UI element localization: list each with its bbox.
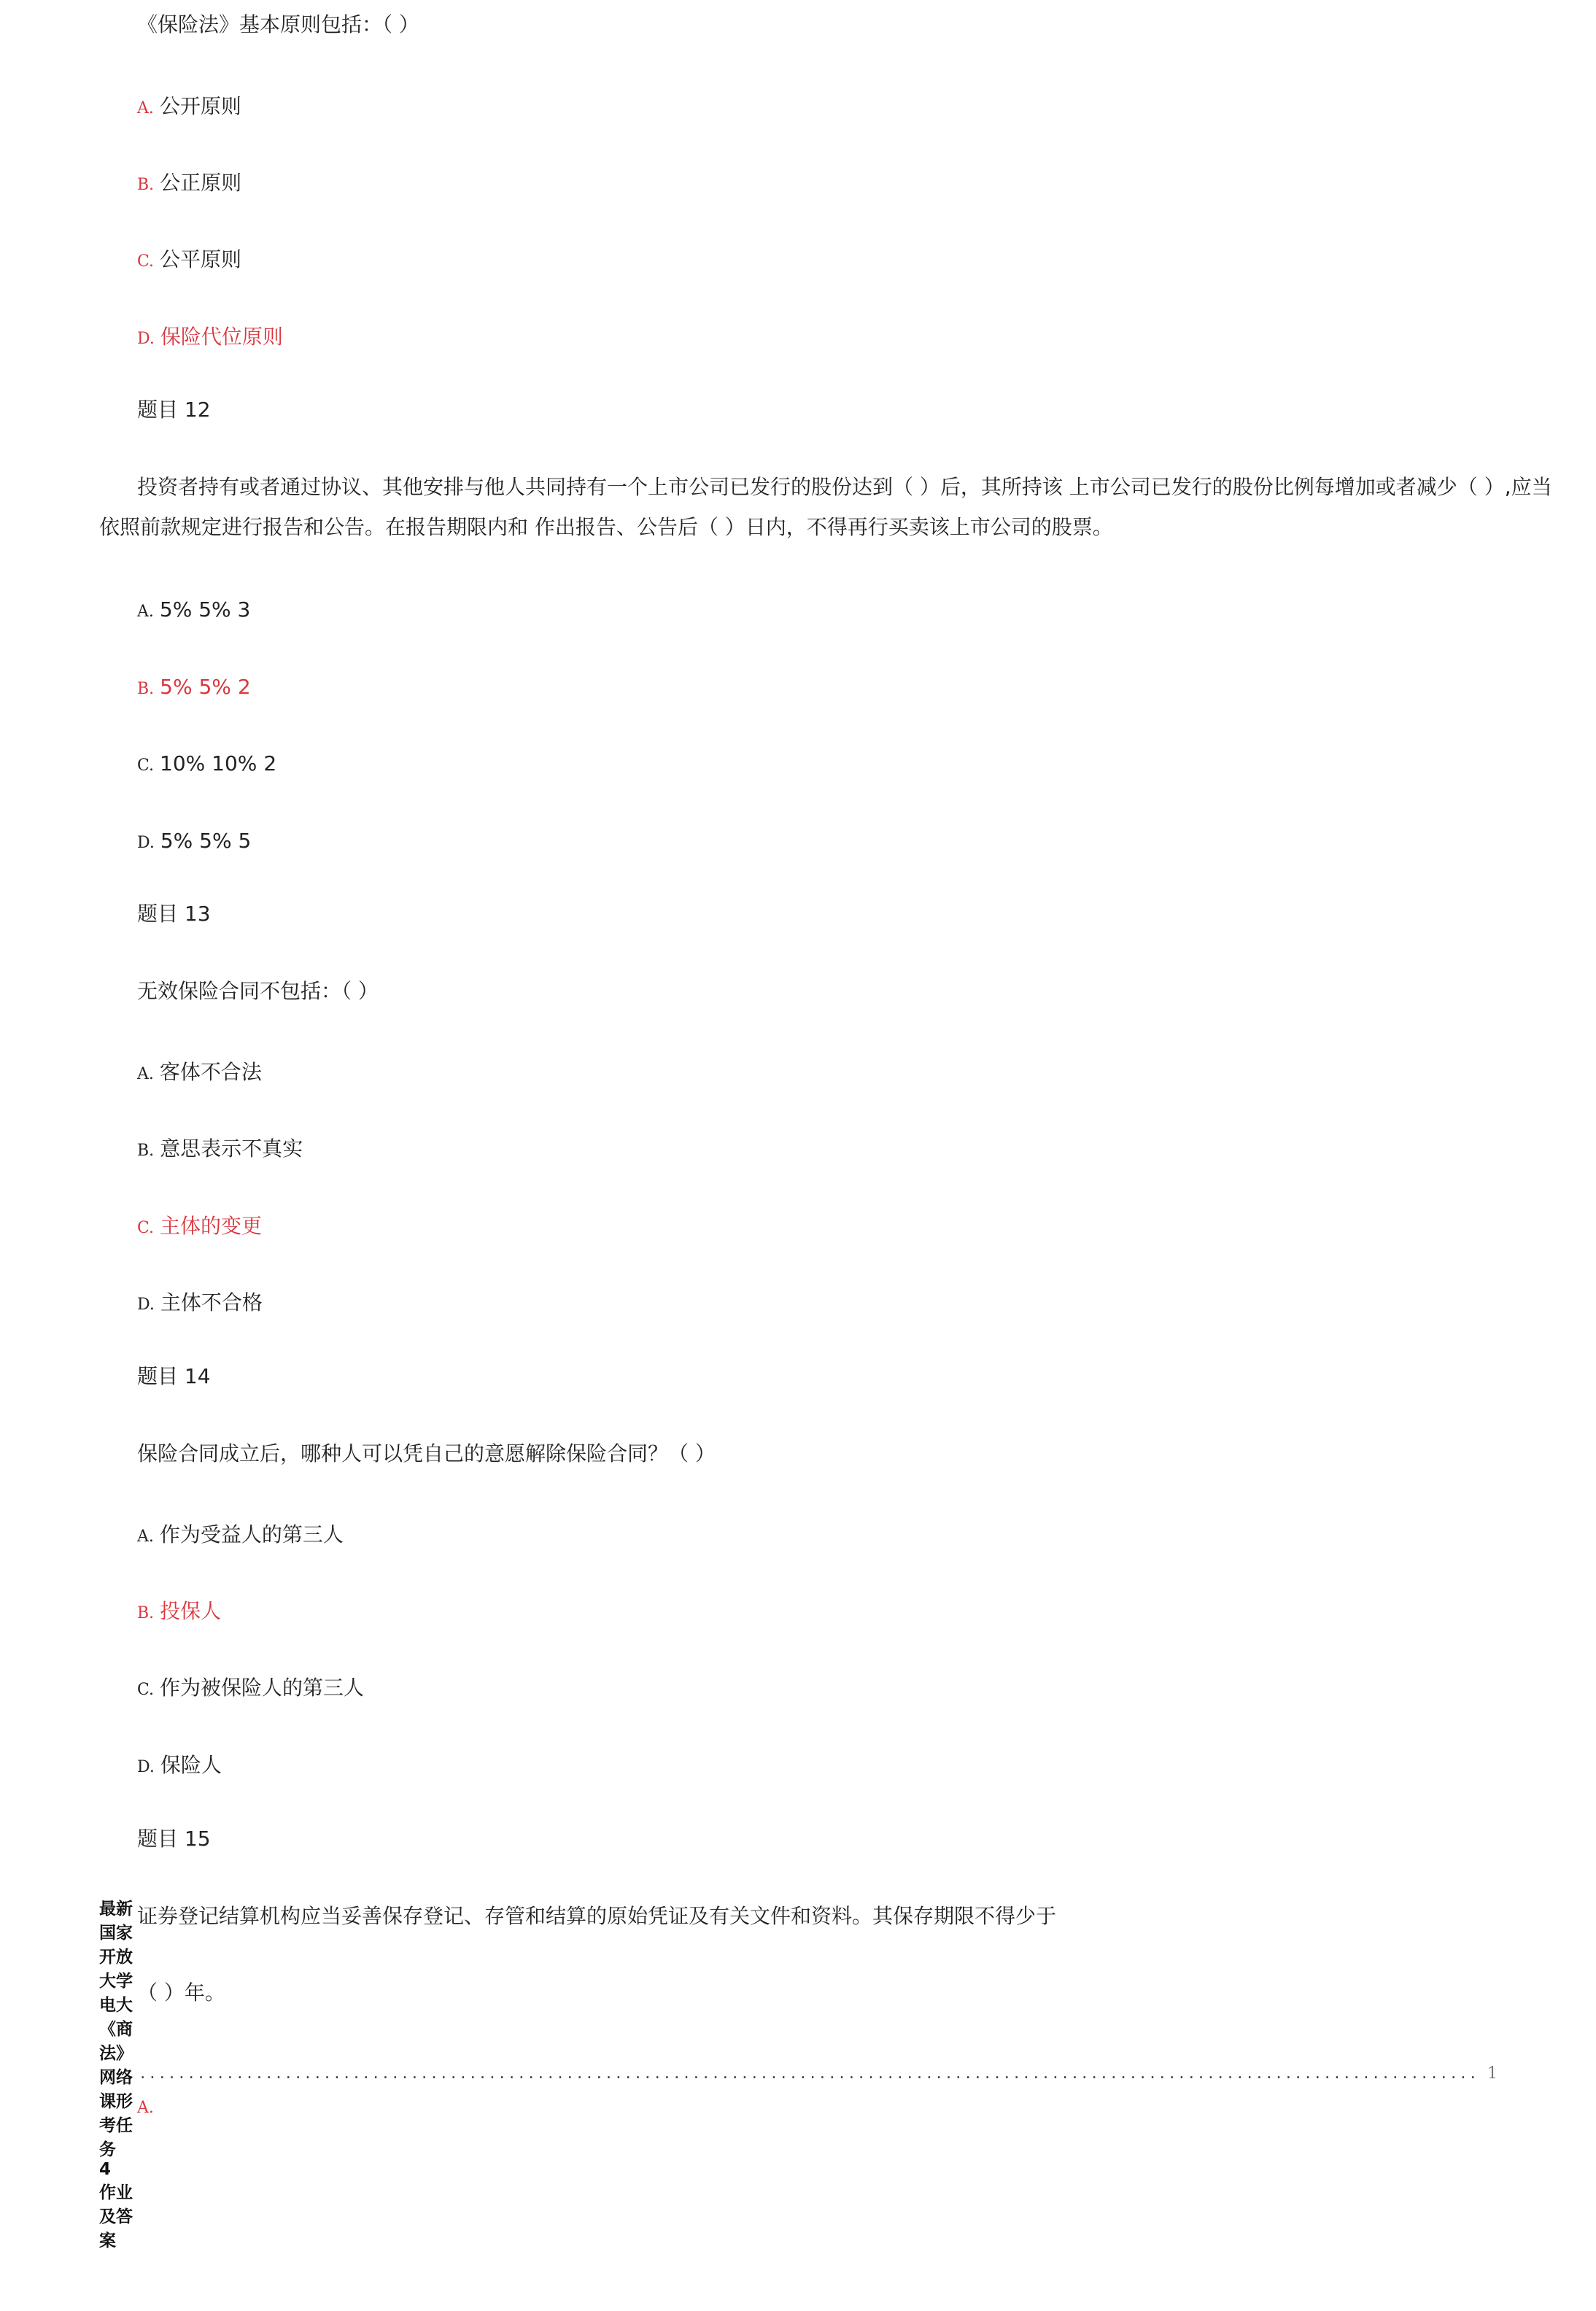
option-letter: A.	[137, 2099, 154, 2117]
option-text: 保险人	[160, 1753, 222, 1777]
q14-option-d	[137, 1751, 222, 1782]
q12-option-a	[137, 595, 250, 627]
option-letter: C.	[137, 756, 155, 775]
option-letter: A.	[137, 99, 154, 117]
q15-heading: 题目 15	[137, 1827, 211, 1851]
q14-option-a	[137, 1520, 344, 1552]
option-text: 公正原则	[160, 171, 242, 195]
q12-option-c	[137, 749, 276, 781]
footer-leader-dots: ..........................................................................................................................................	[140, 2064, 1480, 2083]
option-letter: D.	[137, 834, 155, 852]
option-letter: B.	[137, 680, 155, 698]
option-letter: A.	[137, 1065, 154, 1083]
q12-stem-line2: 依照前款规定进行报告和公告。在报告期限内和 作出报告、公告后（ ）日内，不得再行买卖该上市公司的股票。	[99, 515, 1113, 539]
option-letter: A.	[137, 1528, 154, 1546]
q13-heading: 题目 13	[137, 902, 211, 926]
option-text: 客体不合法	[159, 1060, 262, 1084]
option-text: 投保人	[160, 1599, 222, 1623]
option-text: 5% 5% 3	[159, 597, 251, 622]
q12-stem-line1: 投资者持有或者通过协议、其他安排与他人共同持有一个上市公司已发行的股份达到（ ）后，其所持该 上市公司已发行的股份比例每增加或者减少（ ）,应当	[137, 475, 1552, 499]
option-letter: C.	[137, 1681, 155, 1699]
q14-heading: 题目 14	[137, 1364, 211, 1388]
option-letter: C.	[137, 1219, 155, 1237]
q14-option-b-answer	[137, 1597, 221, 1628]
option-letter: D.	[137, 1758, 155, 1776]
option-text: 保险代位原则	[160, 325, 283, 349]
option-letter: A.	[137, 603, 154, 621]
page-number: 1	[1487, 2064, 1498, 2083]
option-text: 5% 5% 5	[160, 829, 252, 853]
q11-option-d-answer	[137, 322, 283, 354]
q11-option-c	[137, 245, 241, 276]
option-letter: D.	[137, 330, 155, 348]
option-letter: D.	[137, 1296, 155, 1314]
q12-option-d	[137, 827, 251, 858]
q13-option-d	[137, 1288, 263, 1320]
option-text: 主体的变更	[160, 1214, 263, 1238]
option-text: 公开原则	[159, 94, 241, 118]
option-text: 公平原则	[160, 247, 242, 271]
q13-option-a	[137, 1058, 262, 1089]
q11-stem: 《保险法》基本原则包括：（ ）	[137, 12, 419, 36]
q15-stem-line2: （ ）年。	[137, 1981, 225, 2005]
option-text: 5% 5% 2	[160, 675, 251, 699]
q14-stem: 保险合同成立后，哪种人可以凭自己的意愿解除保险合同？（ ）	[137, 1441, 716, 1466]
q13-option-b	[137, 1134, 303, 1166]
q13-option-c-answer	[137, 1212, 262, 1243]
q11-option-a	[137, 92, 241, 123]
option-letter: B.	[137, 1142, 155, 1160]
option-letter: C.	[137, 252, 155, 271]
option-text: 意思表示不真实	[160, 1137, 303, 1161]
option-text: 主体不合格	[160, 1290, 263, 1315]
q13-stem: 无效保险合同不包括：（ ）	[137, 979, 379, 1003]
option-text: 作为受益人的第三人	[159, 1522, 344, 1547]
q12-heading: 题目 12	[137, 398, 211, 422]
footer-title: 最新国家开放大学电大《商法》网络课形考任务 4 作业及答案	[99, 1900, 133, 2250]
q15-option-a	[137, 2091, 160, 2123]
option-letter: B.	[137, 1604, 155, 1622]
option-text: 作为被保险人的第三人	[160, 1676, 365, 1700]
q11-option-b	[137, 169, 241, 200]
option-text: 10% 10% 2	[160, 751, 277, 775]
q12-option-b-answer	[137, 673, 251, 704]
option-letter: B.	[137, 176, 155, 194]
q15-stem-line1: 证券登记结算机构应当妥善保存登记、存管和结算的原始凭证及有关文件和资料。其保存期限不得少于	[137, 1904, 1057, 1928]
q14-option-c	[137, 1673, 364, 1705]
